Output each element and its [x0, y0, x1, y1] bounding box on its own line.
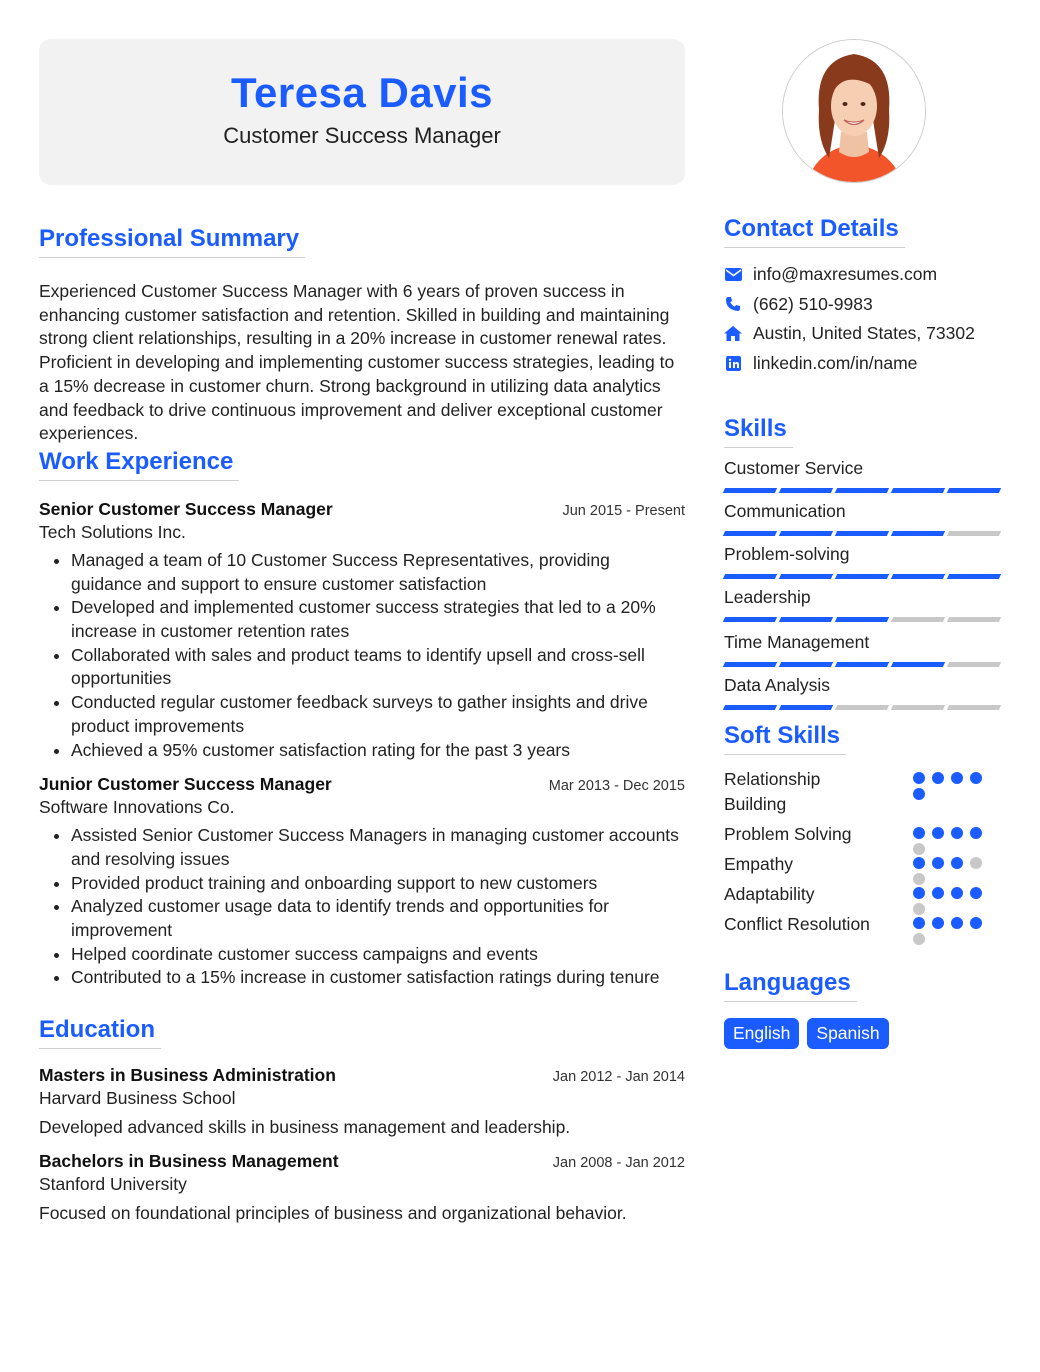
- language-tag: English: [724, 1018, 799, 1049]
- skill-level-segment: [891, 662, 945, 667]
- soft-skills-heading: Soft Skills: [724, 722, 846, 755]
- school-name: Stanford University: [39, 1173, 187, 1194]
- skill-item: [724, 632, 1000, 675]
- skills-list: [724, 458, 1000, 718]
- rating-dot: [913, 827, 925, 839]
- soft-skill-item: [724, 852, 1000, 882]
- email-text[interactable]: info@maxresumes.com: [753, 264, 938, 285]
- skill-level-segment: [835, 574, 889, 579]
- skill-level-bar: [724, 531, 1000, 536]
- soft-skill-item: [724, 912, 1000, 942]
- languages-section: [724, 969, 1000, 1049]
- skill-level-segment: [779, 531, 833, 536]
- summary-section: [39, 225, 685, 446]
- list-item: • Developed and implemented customer success strategies that led to a 20% increase in customer retention rates: [71, 596, 685, 643]
- job-bullets: [39, 824, 685, 990]
- job-company: Software Innovations Co.: [39, 797, 235, 818]
- skill-name: Communication: [724, 501, 846, 521]
- skill-level-segment: [947, 705, 1001, 710]
- rating-dot: [932, 772, 944, 784]
- skill-level-segment: [947, 617, 1001, 622]
- soft-skill-rating: [913, 887, 989, 915]
- skill-level-segment: [835, 705, 889, 710]
- linkedin-icon: [724, 355, 742, 373]
- skill-name: Time Management: [724, 632, 870, 652]
- skill-name: Problem-solving: [724, 544, 850, 564]
- skill-level-segment: [779, 617, 833, 622]
- rating-dot: [932, 917, 944, 929]
- location-text: Austin, United States, 73302: [753, 323, 975, 344]
- contact-heading: Contact Details: [724, 215, 905, 248]
- skill-level-segment: [723, 705, 777, 710]
- rating-dot: [932, 887, 944, 899]
- candidate-title: Customer Success Manager: [223, 123, 501, 148]
- list-item: • Provided product training and onboarding support to new customers: [71, 872, 685, 896]
- rating-dot: [913, 933, 925, 945]
- soft-skill-name: Problem Solving: [724, 824, 852, 844]
- skill-level-bar: [724, 705, 1000, 710]
- skill-level-segment: [723, 488, 777, 493]
- skill-level-segment: [835, 531, 889, 536]
- school-name: Harvard Business School: [39, 1088, 236, 1109]
- skill-level-segment: [723, 662, 777, 667]
- soft-skill-rating: [913, 857, 989, 885]
- job-entry: [39, 499, 685, 762]
- list-item: • Analyzed customer usage data to identify trends and opportunities for improvement: [71, 895, 685, 942]
- job-role: Junior Customer Success Manager: [39, 774, 332, 795]
- experience-heading: Work Experience: [39, 448, 239, 481]
- skill-item: [724, 458, 1000, 501]
- skill-level-segment: [835, 488, 889, 493]
- skill-level-segment: [947, 531, 1001, 536]
- skill-item: [724, 587, 1000, 630]
- candidate-name: Teresa Davis: [230, 69, 494, 116]
- rating-dot: [970, 772, 982, 784]
- soft-skill-name: Adaptability: [724, 884, 815, 904]
- rating-dot: [970, 917, 982, 929]
- list-item: • Managed a team of 10 Customer Success Representatives, providing guidance and support to ensure customer satisfaction: [71, 549, 685, 596]
- education-entry: [39, 1065, 685, 1140]
- job-date: Mar 2013 - Dec 2015: [548, 778, 685, 795]
- soft-skill-name: Relationship Building: [724, 769, 821, 814]
- list-item: • Helped coordinate customer success campaigns and events: [71, 943, 685, 967]
- rating-dot: [913, 887, 925, 899]
- contact-location: [724, 319, 1000, 349]
- soft-skill-rating: [913, 772, 989, 800]
- degree-name: Masters in Business Administration: [39, 1065, 336, 1086]
- skill-level-segment: [835, 617, 889, 622]
- experience-section: [39, 448, 685, 990]
- rating-dot: [932, 827, 944, 839]
- rating-dot: [970, 887, 982, 899]
- rating-dot: [913, 917, 925, 929]
- rating-dot: [951, 857, 963, 869]
- rating-dot: [951, 827, 963, 839]
- skill-level-segment: [947, 488, 1001, 493]
- list-item: • Contributed to a 15% increase in customer satisfaction ratings during tenure: [71, 966, 685, 990]
- skill-level-segment: [891, 617, 945, 622]
- languages-list: [724, 1018, 1000, 1049]
- skill-item: [724, 544, 1000, 587]
- soft-skill-item: [724, 882, 1000, 912]
- education-entry: [39, 1151, 685, 1226]
- profile-photo: [782, 39, 926, 183]
- rating-dot: [913, 772, 925, 784]
- soft-skill-item: [724, 822, 1000, 852]
- skill-level-bar: [724, 488, 1000, 493]
- education-heading: Education: [39, 1016, 161, 1049]
- job-bullets: [39, 549, 685, 762]
- soft-skill-rating: [913, 917, 989, 945]
- skill-level-segment: [891, 488, 945, 493]
- skill-level-segment: [891, 574, 945, 579]
- rating-dot: [932, 857, 944, 869]
- list-item: • Assisted Senior Customer Success Managers in managing customer accounts and resolving issues: [71, 824, 685, 871]
- contact-phone: [724, 290, 1000, 320]
- summary-heading: Professional Summary: [39, 225, 305, 258]
- rating-dot: [913, 788, 925, 800]
- skill-name: Customer Service: [724, 458, 864, 478]
- skill-name: Leadership: [724, 587, 811, 607]
- rating-dot: [913, 857, 925, 869]
- soft-skills-list: [724, 767, 1000, 942]
- soft-skill-name: Conflict Resolution: [724, 914, 870, 934]
- skill-level-segment: [779, 662, 833, 667]
- skill-level-segment: [891, 705, 945, 710]
- contact-linkedin: [724, 349, 1000, 379]
- skill-level-segment: [723, 574, 777, 579]
- skill-level-segment: [835, 662, 889, 667]
- skill-level-bar: [724, 617, 1000, 622]
- skill-level-bar: [724, 662, 1000, 667]
- skill-level-segment: [891, 531, 945, 536]
- linkedin-text[interactable]: linkedin.com/in/name: [753, 353, 918, 374]
- rating-dot: [951, 917, 963, 929]
- list-item: • Collaborated with sales and product teams to identify upsell and cross-sell opportunities: [71, 644, 685, 691]
- rating-dot: [970, 827, 982, 839]
- degree-name: Bachelors in Business Management: [39, 1150, 339, 1171]
- list-item: • Achieved a 95% customer satisfaction rating for the past 3 years: [71, 739, 685, 763]
- skills-heading: Skills: [724, 415, 793, 448]
- main-column: [39, 39, 685, 1226]
- skill-level-segment: [723, 617, 777, 622]
- soft-skill-name: Empathy: [724, 854, 794, 874]
- job-role: Senior Customer Success Manager: [39, 498, 333, 519]
- degree-description: Developed advanced skills in business management and leadership.: [39, 1117, 571, 1138]
- skill-level-bar: [724, 574, 1000, 579]
- resume-header: [39, 39, 685, 185]
- rating-dot: [951, 772, 963, 784]
- language-tag: Spanish: [807, 1018, 888, 1049]
- skill-name: Data Analysis: [724, 675, 831, 695]
- list-item: • Conducted regular customer feedback surveys to gather insights and drive product improvements: [71, 691, 685, 738]
- contact-email: [724, 260, 1000, 290]
- phone-icon: [724, 295, 742, 313]
- degree-date: Jan 2012 - Jan 2014: [552, 1069, 685, 1086]
- contact-section: [724, 215, 1000, 378]
- skill-item: [724, 675, 1000, 718]
- envelope-icon: [724, 266, 742, 284]
- skill-level-segment: [779, 574, 833, 579]
- home-icon: [724, 325, 742, 343]
- education-section: [39, 1016, 685, 1225]
- degree-description: Focused on foundational principles of business and organizational behavior.: [39, 1202, 627, 1223]
- skill-level-segment: [947, 574, 1001, 579]
- phone-text: (662) 510-9983: [753, 293, 873, 314]
- job-date: Jun 2015 - Present: [562, 502, 685, 519]
- job-entry: [39, 774, 685, 990]
- degree-date: Jan 2008 - Jan 2012: [552, 1154, 685, 1171]
- skill-level-segment: [779, 705, 833, 710]
- skills-section: [724, 415, 1000, 718]
- rating-dot: [951, 887, 963, 899]
- soft-skill-rating: [913, 827, 989, 855]
- rating-dot: [970, 857, 982, 869]
- soft-skill-item: [724, 767, 1000, 822]
- soft-skills-section: [724, 722, 1000, 942]
- skill-item: [724, 501, 1000, 544]
- skill-level-segment: [723, 531, 777, 536]
- languages-heading: Languages: [724, 969, 857, 1002]
- job-company: Tech Solutions Inc.: [39, 521, 186, 542]
- summary-text: Experienced Customer Success Manager with 6 years of proven success in enhancing customer satisfaction and retention. Skilled in building and maintaining strong client relationships, resulting in a 20% increase in customer renewal rates. Proficient in developing and implementing customer success strategies, leading to a 15% decrease in customer churn. Strong background in utilizing data analytics and feedback to drive continuous improvement and deliver exceptional customer experiences.: [39, 281, 675, 444]
- skill-level-segment: [947, 662, 1001, 667]
- skill-level-segment: [779, 488, 833, 493]
